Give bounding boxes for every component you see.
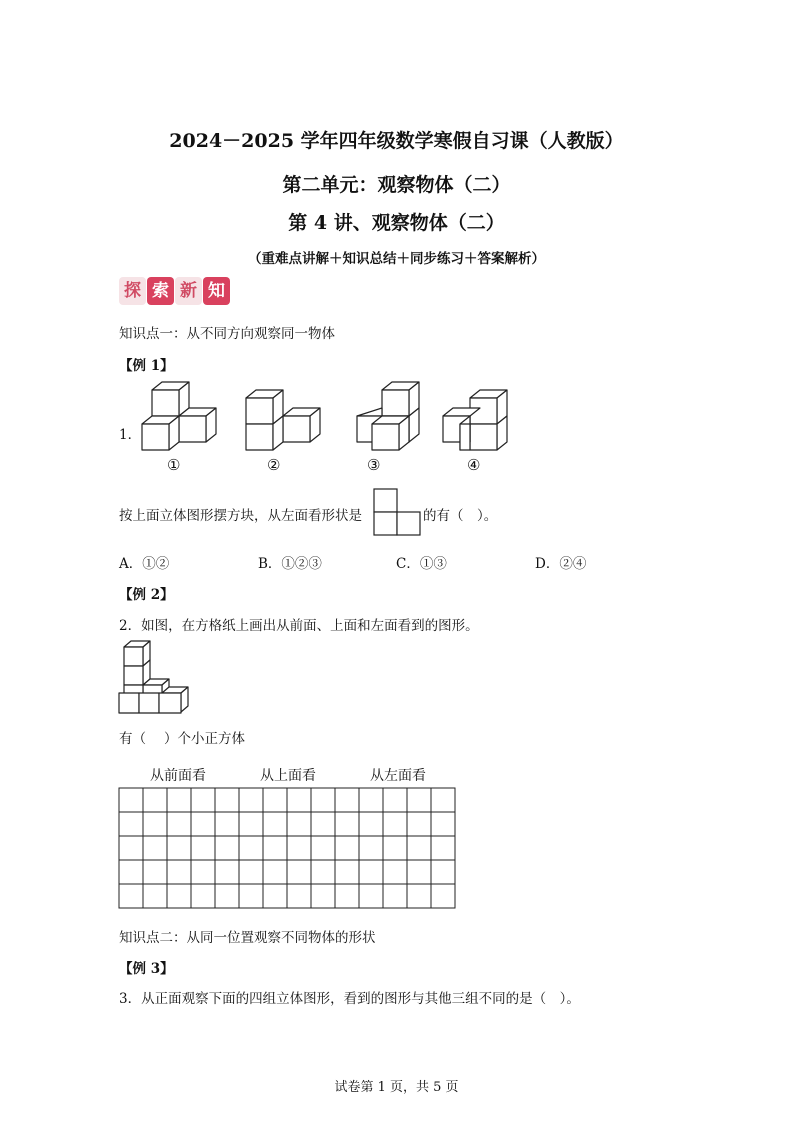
figure-label-3: ③	[367, 456, 381, 474]
grid-cell[interactable]	[407, 836, 431, 860]
option-b[interactable]	[258, 552, 322, 572]
grid-cell[interactable]	[359, 860, 383, 884]
grid-cell[interactable]	[191, 884, 215, 908]
grid-cell[interactable]	[335, 788, 359, 812]
grid-cell[interactable]	[215, 860, 239, 884]
grid-cell[interactable]	[335, 836, 359, 860]
grid-cell[interactable]	[383, 836, 407, 860]
figure-label-4: ④	[467, 456, 481, 474]
document-subtitle: （重难点讲解＋知识总结＋同步练习＋答案解析）	[248, 251, 545, 267]
grid-cell[interactable]	[287, 884, 311, 908]
grid-cell[interactable]	[239, 812, 263, 836]
figure-label-2: ②	[267, 456, 281, 474]
unit-title: 第二单元：观察物体（二）	[282, 174, 511, 196]
grid-cell[interactable]	[431, 884, 455, 908]
grid-cell[interactable]	[191, 812, 215, 836]
grid-cell[interactable]	[167, 812, 191, 836]
front-view-label: 从前面看	[150, 768, 206, 784]
option-c[interactable]	[396, 552, 447, 572]
grid-cell[interactable]	[431, 836, 455, 860]
grid-cell[interactable]	[239, 788, 263, 812]
grid-cell[interactable]	[431, 788, 455, 812]
example-2-cube-stack	[118, 638, 218, 718]
knowledge-point-2: 知识点二：从同一位置观察不同物体的形状	[119, 930, 376, 946]
grid-cell[interactable]	[431, 860, 455, 884]
grid-cell[interactable]	[335, 884, 359, 908]
badge-char-4: 知	[203, 277, 230, 305]
option-a-label: A．	[119, 556, 143, 572]
page-footer: 试卷第 1 页，共 5 页	[334, 1080, 459, 1095]
option-c-value: ①③	[419, 556, 447, 572]
grid-cell[interactable]	[167, 788, 191, 812]
grid-cell[interactable]	[383, 884, 407, 908]
grid-cell[interactable]	[119, 860, 143, 884]
grid-cell[interactable]	[335, 812, 359, 836]
grid-cell[interactable]	[287, 788, 311, 812]
option-d[interactable]	[535, 552, 586, 572]
grid-cell[interactable]	[311, 836, 335, 860]
knowledge-point-1: 知识点一：从不同方向观察同一物体	[119, 326, 335, 342]
grid-cell[interactable]	[287, 812, 311, 836]
grid-cell[interactable]	[215, 812, 239, 836]
top-view-label: 从上面看	[260, 768, 316, 784]
grid-cell[interactable]	[407, 860, 431, 884]
grid-cell[interactable]	[143, 860, 167, 884]
grid-cell[interactable]	[287, 860, 311, 884]
option-a[interactable]	[119, 552, 169, 572]
grid-cell[interactable]	[383, 812, 407, 836]
example-3-tag: 【例 3】	[119, 961, 174, 977]
grid-cell[interactable]	[143, 836, 167, 860]
grid-cell[interactable]	[359, 788, 383, 812]
grid-cell[interactable]	[239, 884, 263, 908]
grid-cell[interactable]	[263, 884, 287, 908]
grid-cell[interactable]	[119, 836, 143, 860]
grid-cell[interactable]	[119, 884, 143, 908]
grid-cell[interactable]	[143, 788, 167, 812]
question-1-text-before: 按上面立体图形摆方块，从左面看形状是	[119, 508, 362, 524]
grid-cell[interactable]	[167, 860, 191, 884]
grid-cell[interactable]	[407, 788, 431, 812]
grid-cell[interactable]	[311, 884, 335, 908]
cube-figure-4	[443, 390, 507, 450]
grid-cell[interactable]	[263, 836, 287, 860]
left-view-shape-icon	[373, 488, 423, 536]
cube-figure-1	[142, 382, 216, 450]
grid-cell[interactable]	[191, 788, 215, 812]
left-view-label: 从左面看	[370, 768, 426, 784]
document-title: 2024－2025 学年四年级数学寒假自习课（人教版）	[169, 130, 624, 152]
lecture-title: 第 4 讲、观察物体（二）	[288, 212, 505, 234]
grid-cell[interactable]	[239, 860, 263, 884]
grid-cell[interactable]	[167, 836, 191, 860]
option-c-label: C．	[396, 556, 420, 572]
badge-char-1: 探	[119, 277, 146, 305]
badge-char-3: 新	[175, 277, 202, 305]
grid-cell[interactable]	[407, 812, 431, 836]
grid-cell[interactable]	[215, 884, 239, 908]
grid-cell[interactable]	[143, 884, 167, 908]
option-a-value: ①②	[142, 556, 170, 572]
grid-cell[interactable]	[119, 788, 143, 812]
option-b-label: B．	[258, 556, 282, 572]
grid-cell[interactable]	[215, 836, 239, 860]
example-2-tag: 【例 2】	[119, 587, 174, 603]
grid-cell[interactable]	[311, 788, 335, 812]
option-d-value: ②④	[559, 556, 587, 572]
question-2-text: 2．如图，在方格纸上画出从前面、上面和左面看到的图形。	[119, 618, 479, 634]
grid-cell[interactable]	[311, 860, 335, 884]
grid-cell[interactable]	[119, 812, 143, 836]
cube-figure-3	[357, 382, 419, 450]
grid-cell[interactable]	[191, 836, 215, 860]
grid-cell[interactable]	[167, 884, 191, 908]
badge-char-2: 索	[147, 277, 174, 305]
option-b-value: ①②③	[281, 556, 322, 572]
grid-cell[interactable]	[143, 812, 167, 836]
grid-cell[interactable]	[263, 860, 287, 884]
question-1-text-after: 的有（ ）。	[423, 508, 498, 524]
figure-label-1: ①	[167, 456, 181, 474]
grid-cell[interactable]	[263, 788, 287, 812]
grid-cell[interactable]	[263, 812, 287, 836]
question-1-number: 1．	[119, 427, 142, 443]
grid-cell[interactable]	[311, 812, 335, 836]
example-1-tag: 【例 1】	[119, 358, 174, 374]
cube-figure-2	[246, 390, 320, 450]
grid-cell[interactable]	[383, 860, 407, 884]
grid-cell[interactable]	[431, 812, 455, 836]
drawing-grid[interactable]	[118, 787, 458, 911]
grid-cell[interactable]	[359, 812, 383, 836]
grid-cell[interactable]	[383, 788, 407, 812]
grid-cell[interactable]	[215, 788, 239, 812]
grid-cell[interactable]	[359, 836, 383, 860]
grid-cell[interactable]	[191, 860, 215, 884]
grid-cell[interactable]	[359, 884, 383, 908]
cube-count-suffix: ）个小正方体	[164, 731, 245, 747]
cube-count-line	[119, 727, 245, 747]
cube-count-prefix: 有（	[119, 731, 146, 747]
option-d-label: D．	[535, 556, 560, 572]
grid-cell[interactable]	[407, 884, 431, 908]
grid-cell[interactable]	[239, 836, 263, 860]
question-3-text: 3．从正面观察下面的四组立体图形，看到的图形与其他三组不同的是（ ）。	[119, 991, 580, 1007]
grid-cell[interactable]	[335, 860, 359, 884]
grid-cell[interactable]	[287, 836, 311, 860]
